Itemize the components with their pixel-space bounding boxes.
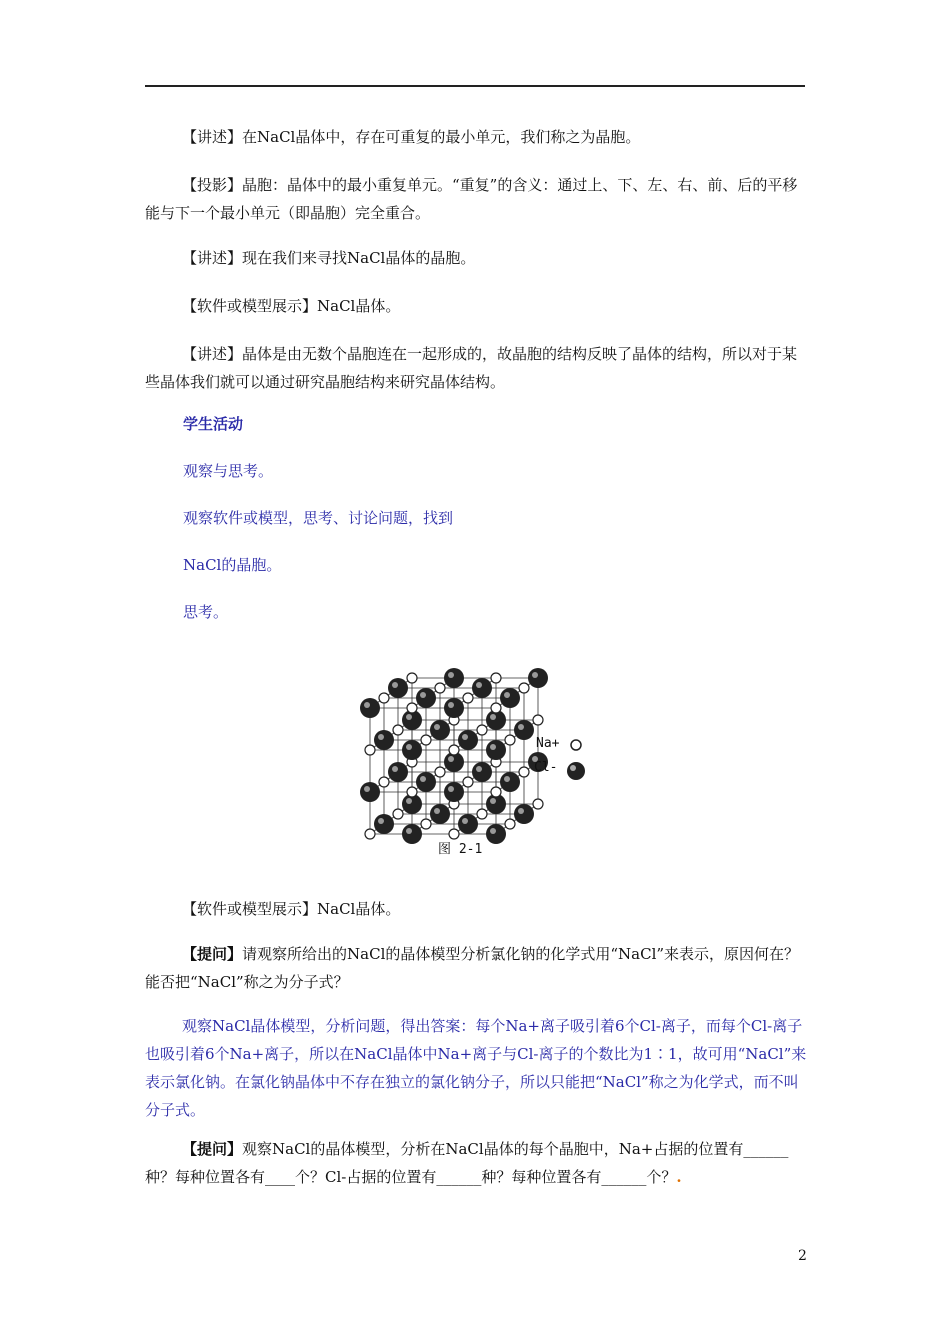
na-ion (477, 725, 487, 735)
na-ion (533, 799, 543, 809)
na-ion (519, 683, 529, 693)
na-ion (491, 703, 501, 713)
na-ion (491, 673, 501, 683)
cl-ion (444, 698, 464, 718)
na-ion (435, 767, 445, 777)
na-ion (505, 735, 515, 745)
paragraph-lecture-2: 【讲述】现在我们来寻找NaCl晶体的晶胞。 (182, 249, 476, 267)
na-ion (393, 809, 403, 819)
cl-ion-highlight (392, 766, 398, 772)
question-2-label: 【提问】 (182, 1140, 243, 1158)
question-1-text-b: 的NaCl的晶体模型分析氯化钠的化学式用“NaCl”来表示，原因何在？能否把“NaCl”称之为分子式？ (145, 945, 800, 991)
cl-ion-highlight (420, 692, 426, 698)
paragraph-lecture-1: 【讲述】在NaCl晶体中，存在可重复的最小单元，我们称之为晶胞。 (182, 128, 641, 146)
cl-ion (430, 804, 450, 824)
na-ion (533, 715, 543, 725)
question-1-text-a: 请观察所给出 (242, 945, 333, 963)
paragraph-projection: 【投影】晶胞：晶体中的最小重复单元。“重复”的含义：通过上、下、左、右、前、后的平移能与下一个最小单元（即晶胞）完全重合。 (145, 176, 798, 222)
cl-ion (528, 668, 548, 688)
cl-ion-highlight (434, 724, 440, 730)
cl-ion-highlight (490, 828, 496, 834)
cl-ion-highlight (406, 828, 412, 834)
cl-ion-highlight (504, 776, 510, 782)
na-ion (407, 673, 417, 683)
cl-ion (500, 688, 520, 708)
na-ion (505, 819, 515, 829)
question-2-text: 观察NaCl的晶体模型，分析在NaCl晶体的每个晶胞中，Na+占据的位置有______种？每种位置各有____个？Cl-占据的位置有______种？每种位置各有______个？ (145, 1140, 789, 1186)
na-ion (421, 735, 431, 745)
cl-ion-highlight (476, 682, 482, 688)
student-line-3: NaCl的晶胞。 (183, 556, 282, 574)
cl-ion (444, 668, 464, 688)
na-ion (393, 725, 403, 735)
na-ion (463, 777, 473, 787)
cl-ion-highlight (378, 734, 384, 740)
cl-ion-highlight (406, 798, 412, 804)
question-2-dot: . (676, 1168, 682, 1186)
cl-ion-highlight (490, 744, 496, 750)
question-1 (145, 940, 807, 996)
cl-ion (402, 824, 422, 844)
na-ion (407, 703, 417, 713)
na-ion (435, 683, 445, 693)
na-ion (491, 787, 501, 797)
answer-paragraph: 观察NaCl晶体模型，分析问题，得出答案：每个Na+离子吸引着6个Cl-离子，而每个Cl-离子也吸引着6个Na+离子，所以在NaCl晶体中Na+离子与Cl-离子的个数比为1∶1，故可用“NaCl”来表示氯化钠。在氯化钠晶体中不存在独立的氯化钠分子，所以只能把“NaCl”称之为化学式，而不叫分子式。 (145, 1017, 807, 1119)
cl-ion-highlight (490, 798, 496, 804)
header-rule (145, 85, 805, 87)
cl-ion-highlight (462, 734, 468, 740)
cl-ion (444, 782, 464, 802)
na-ion (365, 745, 375, 755)
cl-ion (416, 772, 436, 792)
student-line-2: 观察软件或模型，思考、讨论问题，找到 (183, 509, 454, 527)
cl-ion (374, 730, 394, 750)
legend-na-marker (569, 738, 583, 752)
question-1-label: 【提问】 (182, 945, 243, 963)
paragraph-lecture-3: 【讲述】晶体是由无数个晶胞连在一起形成的，故晶胞的结构反映了晶体的结构，所以对于某些晶体我们就可以通过研究晶胞结构来研究晶体结构。 (145, 345, 798, 391)
cl-ion (360, 782, 380, 802)
cl-ion-highlight (392, 682, 398, 688)
question-2 (145, 1135, 807, 1191)
cl-ion (416, 688, 436, 708)
na-ion (421, 819, 431, 829)
na-ion (477, 809, 487, 819)
cl-ion (458, 814, 478, 834)
cl-ion (458, 730, 478, 750)
cl-ion-highlight (364, 786, 370, 792)
cl-ion (514, 720, 534, 740)
legend-cl-marker (565, 760, 587, 782)
cl-ion-highlight (448, 786, 454, 792)
cl-ion (486, 824, 506, 844)
legend-na-label: Na+ (536, 736, 560, 751)
cl-ion (374, 814, 394, 834)
cl-ion (402, 740, 422, 760)
na-ion (407, 787, 417, 797)
cl-ion-highlight (448, 672, 454, 678)
cl-ion-highlight (420, 776, 426, 782)
cl-ion-highlight (504, 692, 510, 698)
na-ion (365, 829, 375, 839)
page-number: 2 (798, 1248, 807, 1264)
cl-ion (430, 720, 450, 740)
cl-ion (514, 804, 534, 824)
na-ion (379, 777, 389, 787)
student-line-1: 观察与思考。 (183, 462, 274, 480)
cl-ion (388, 762, 408, 782)
cl-ion-highlight (378, 818, 384, 824)
figure-caption: 图 2-1 (438, 842, 483, 857)
cl-ion-highlight (448, 756, 454, 762)
cl-ion (472, 762, 492, 782)
legend-cl-label: Cl- (534, 760, 558, 775)
cl-ion-highlight (462, 818, 468, 824)
cl-ion-highlight (532, 672, 538, 678)
na-ion (449, 745, 459, 755)
student-activity-heading: 学生活动 (183, 415, 244, 433)
cl-ion (360, 698, 380, 718)
cl-ion-highlight (518, 808, 524, 814)
cl-ion-highlight (476, 766, 482, 772)
cl-ion-highlight (518, 724, 524, 730)
cl-ion (472, 678, 492, 698)
paragraph-model-display-1: 【软件或模型展示】NaCl晶体。 (182, 297, 401, 315)
paragraph-model-display-2: 【软件或模型展示】NaCl晶体。 (182, 900, 401, 918)
na-ion (463, 693, 473, 703)
cl-ion-highlight (434, 808, 440, 814)
cl-ion (486, 740, 506, 760)
na-ion (519, 767, 529, 777)
cl-ion-highlight (490, 714, 496, 720)
cl-ion-highlight (406, 714, 412, 720)
student-line-4: 思考。 (183, 603, 229, 621)
cl-ion (388, 678, 408, 698)
cl-ion-highlight (364, 702, 370, 708)
cl-ion-highlight (448, 702, 454, 708)
na-ion (379, 693, 389, 703)
cl-ion (500, 772, 520, 792)
cl-ion-highlight (406, 744, 412, 750)
